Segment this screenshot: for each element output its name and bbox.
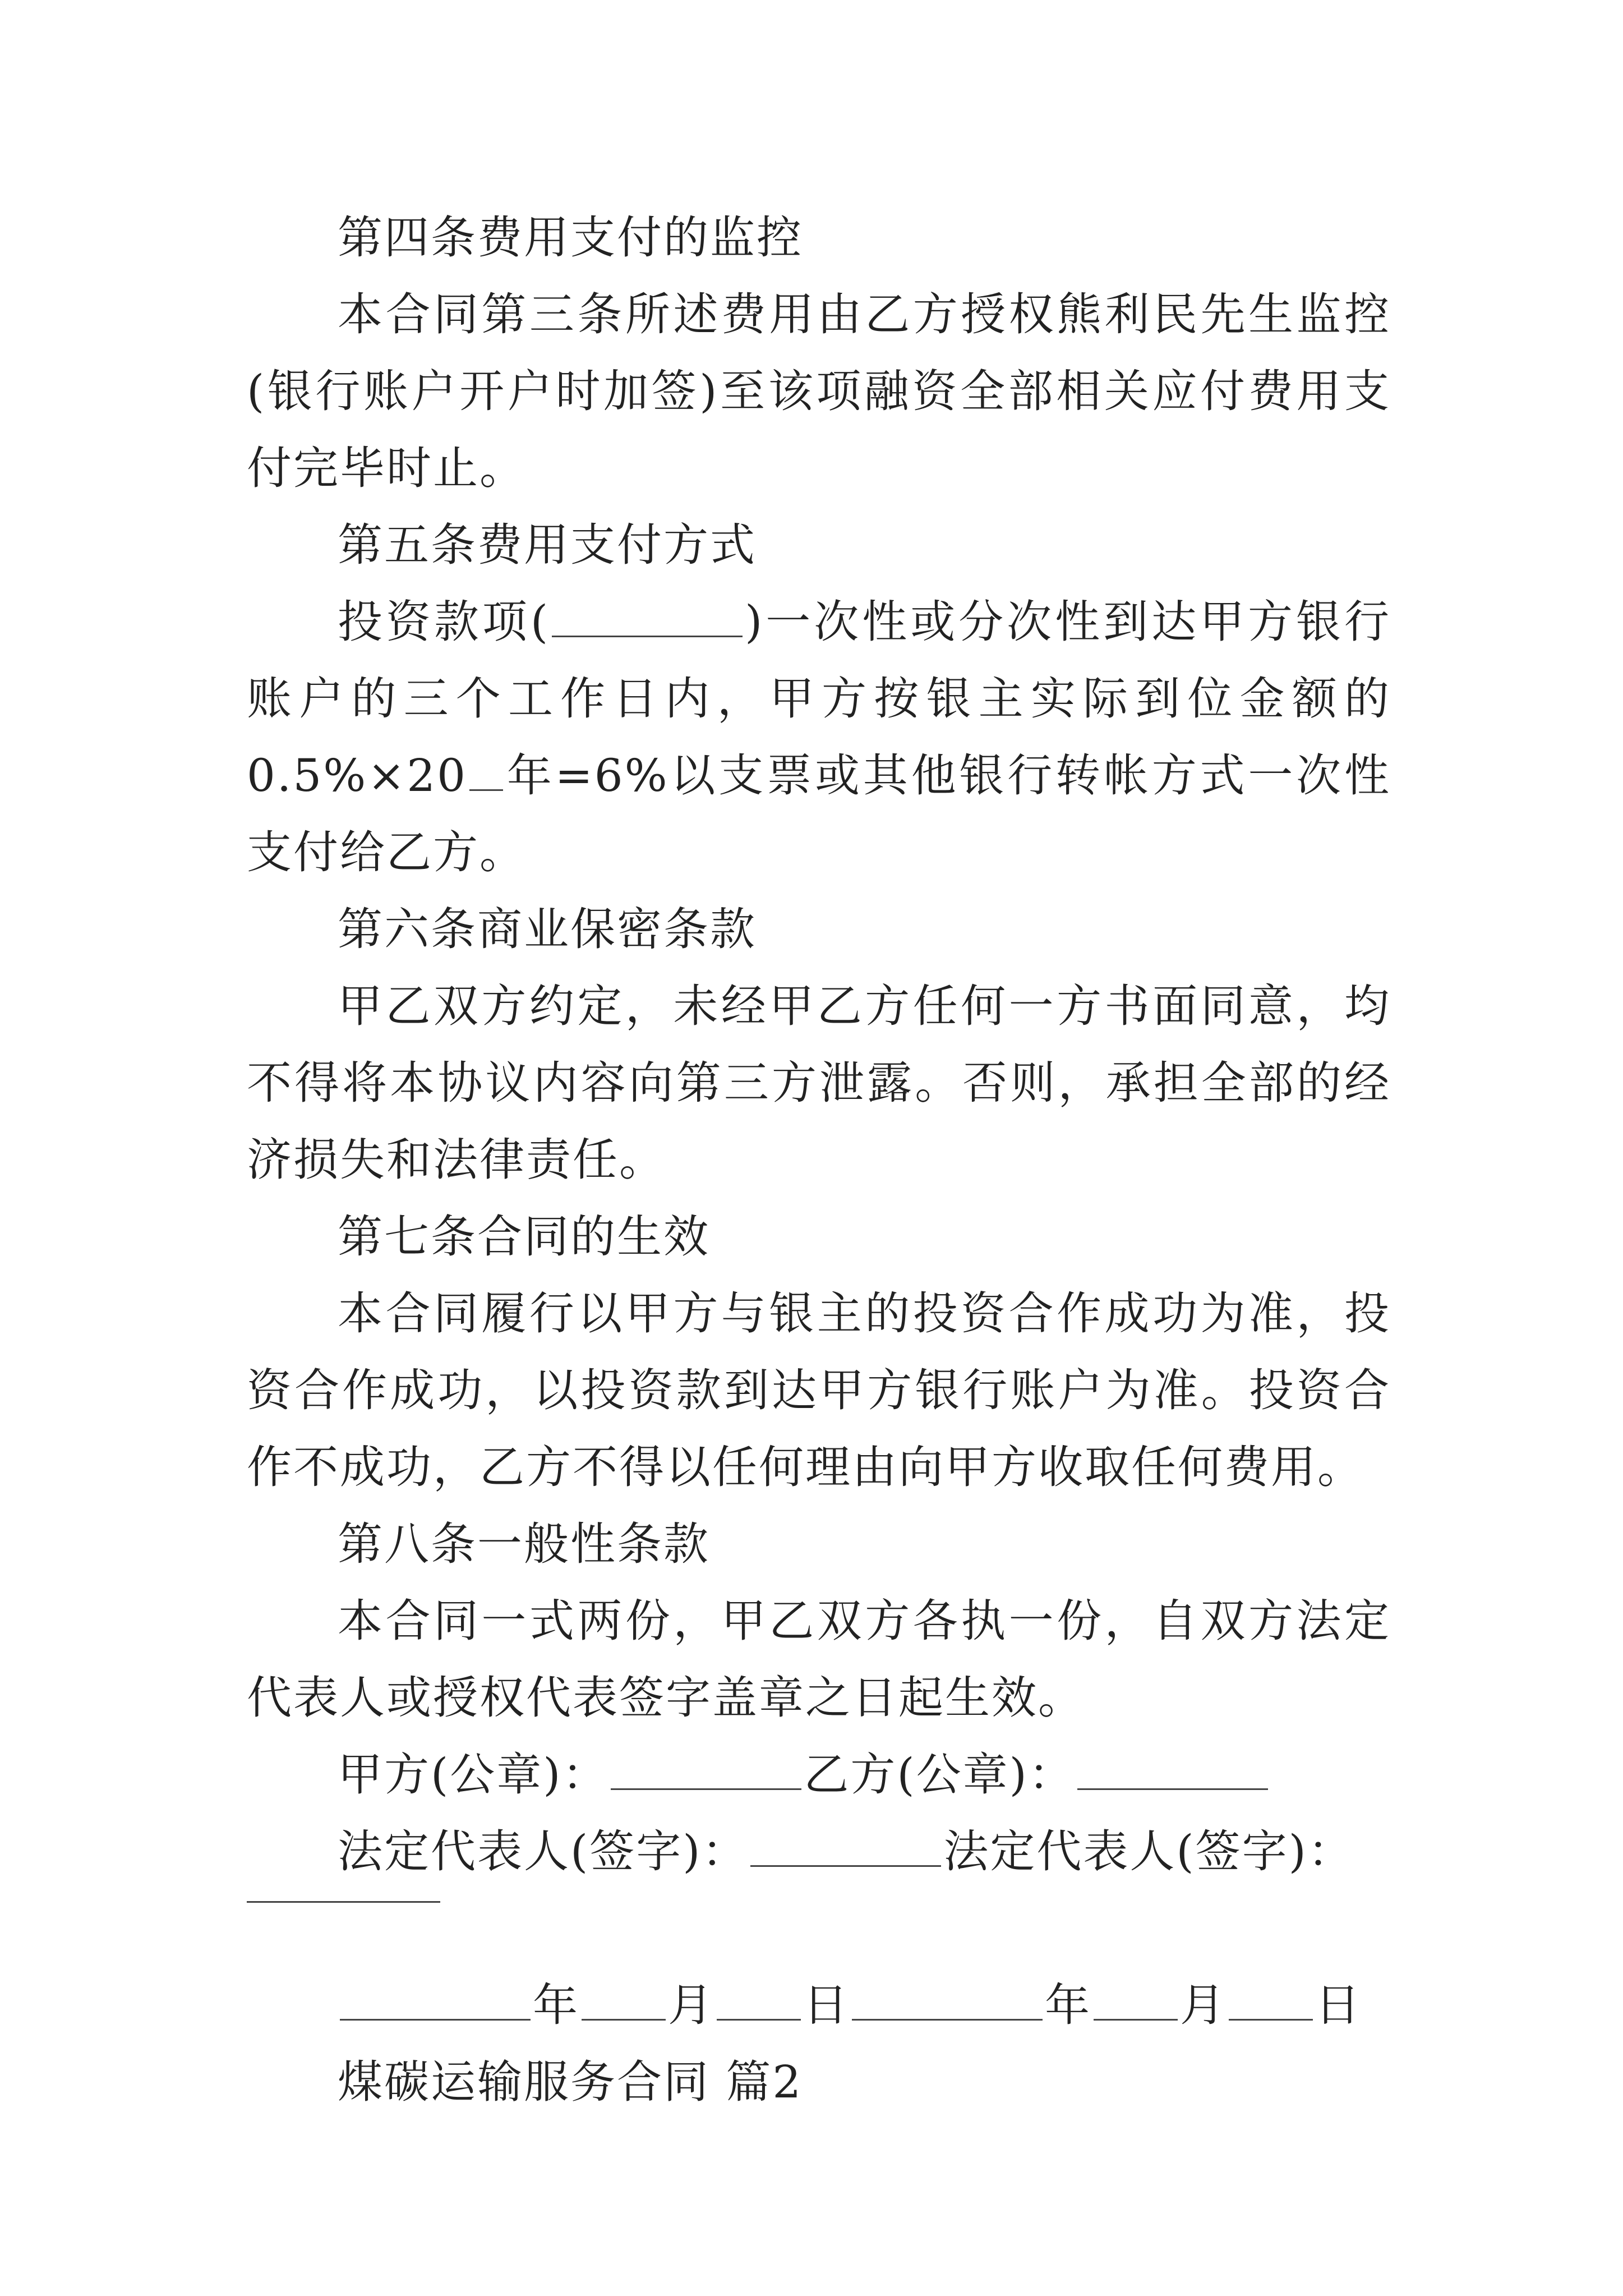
date-line [247,1967,1391,2044]
article8-heading: 第八条一般性条款 [338,1518,710,1570]
rep-b-blank [247,1901,440,1903]
rep-a-label: 法定代表人(签字)： [338,1825,749,1878]
seal-line [247,1736,1391,1813]
date-b-day: 日 [1315,1979,1362,2031]
date-a-blank [340,1974,531,2021]
article5-body-middle: )一次性或分次性到达甲方银行账户的三个工作日内，甲方按银主实际到位金额的0.5%×20 [247,596,1391,802]
date-b-month: 月 [1180,1979,1227,2031]
date-a-day: 日 [803,1979,850,2031]
article6-body: 甲乙双方约定，未经甲乙方任何一方书面同意，均不得将本协议内容向第三方泄露。否则，承担全部的经济损失和法律责任。 [247,980,1391,1186]
article5-heading: 第五条费用支付方式 [338,519,757,571]
date-b-day-blank [1229,1974,1313,2021]
date-a-year: 年 [533,1979,579,2031]
years-blank [469,744,503,791]
article5-body-end: 年=6%以支票或其他银行转帐方式一次性支付给乙方。 [247,749,1391,878]
date-b-blank [852,1974,1043,2021]
party-a-seal-label: 甲方(公章)： [338,1749,609,1801]
amount-blank [552,591,743,637]
contract-body [247,199,1391,2120]
article7-heading: 第七条合同的生效 [338,1211,710,1263]
date-a-month-blank [582,1974,666,2021]
date-b-year: 年 [1045,1979,1091,2031]
article8-body: 本合同一式两份，甲乙双方各执一份，自双方法定代表人或授权代表签字盖章之日起生效。 [247,1595,1391,1724]
representative-line [247,1813,1391,1890]
next-section-title: 煤碳运输服务合同 篇2 [338,2056,803,2108]
article6-heading: 第六条商业保密条款 [338,903,757,955]
rep-b-blank-line [247,1890,1391,1967]
party-a-seal-blank [611,1743,801,1790]
rep-a-blank [750,1820,941,1867]
article4-body: 本合同第三条所述费用由乙方授权熊利民先生监控(银行账户开户时加签)至该项融资全部相关应付费用支付完毕时止。 [247,288,1391,494]
date-a-month: 月 [668,1979,714,2031]
party-b-seal-blank [1077,1743,1268,1790]
article5-body [247,583,1391,891]
party-b-seal-label: 乙方(公章)： [804,1749,1075,1801]
date-b-month-blank [1094,1974,1178,2021]
rep-b-label: 法定代表人(签字)： [943,1825,1354,1878]
article7-body: 本合同履行以甲方与银主的投资合作成功为准，投资合作成功，以投资款到达甲方银行账户为准。投资合作不成功，乙方不得以任何理由向甲方收取任何费用。 [247,1287,1391,1493]
article4-heading: 第四条费用支付的监控 [338,211,803,264]
date-a-day-blank [717,1974,801,2021]
article5-body-start: 投资款项( [338,596,550,648]
